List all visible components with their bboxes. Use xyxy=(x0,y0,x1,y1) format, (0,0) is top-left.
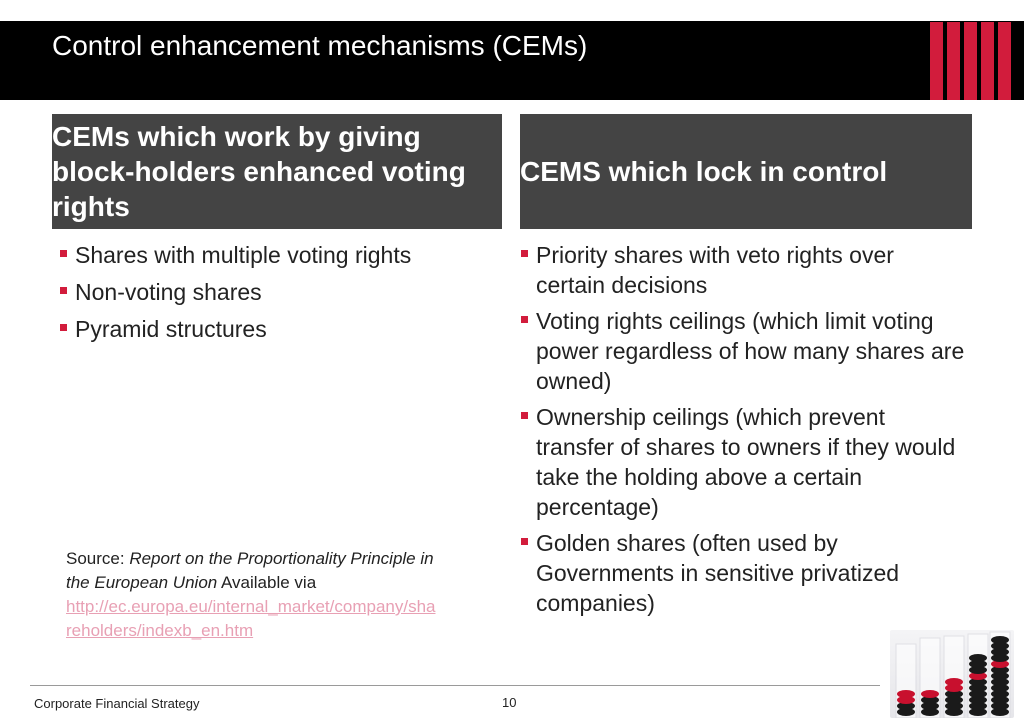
bullet-text: Shares with multiple voting rights xyxy=(75,242,412,268)
page-title: Control enhancement mechanisms (CEMs) xyxy=(52,30,588,61)
footer-divider xyxy=(30,685,880,686)
bullet-square-icon xyxy=(521,412,528,419)
left-column-header xyxy=(52,114,502,229)
list-item xyxy=(58,277,498,307)
list-item xyxy=(519,528,969,618)
left-bullet-list xyxy=(58,240,498,351)
logo-bar xyxy=(981,22,994,100)
list-item xyxy=(58,240,498,270)
bullet-text: Ownership ceilings (which prevent transfer of shares to owners if they would take the holding above a certain percentage) xyxy=(536,404,956,520)
logo-bar xyxy=(930,22,943,100)
right-bullet-list xyxy=(519,240,969,624)
logo-bars-icon xyxy=(930,22,1012,100)
bullet-text: Priority shares with veto rights over certain decisions xyxy=(536,242,894,298)
list-item xyxy=(519,402,969,522)
stacked-game-pieces-photo-icon xyxy=(890,630,1014,718)
bullet-text: Voting rights ceilings (which limit voting power regardless of how many shares are owned) xyxy=(536,308,965,394)
list-item xyxy=(519,240,969,300)
footer-course-name: Corporate Financial Strategy xyxy=(34,696,200,711)
right-column-header-text: CEMS which lock in control xyxy=(520,156,888,187)
bullet-text: Non-voting shares xyxy=(75,279,262,305)
bullet-text: Golden shares (often used by Governments in sensitive privatized companies) xyxy=(536,530,900,616)
bullet-square-icon xyxy=(521,538,528,545)
source-link[interactable]: http://ec.europa.eu/internal_market/company/shareholders/indexb_en.htm xyxy=(66,597,436,640)
source-prefix: Source: xyxy=(66,549,130,568)
page-number: 10 xyxy=(502,695,517,710)
source-note xyxy=(66,547,436,643)
list-item xyxy=(519,306,969,396)
bullet-square-icon xyxy=(521,316,528,323)
bullet-square-icon xyxy=(521,250,528,257)
source-available: Available via xyxy=(217,573,317,592)
bullet-square-icon xyxy=(60,324,67,331)
logo-bar xyxy=(964,22,977,100)
bullet-text: Pyramid structures xyxy=(75,316,267,342)
list-item xyxy=(58,314,498,344)
left-column-header-text: CEMs which work by giving block-holders enhanced voting rights xyxy=(52,121,466,222)
bullet-square-icon xyxy=(60,287,67,294)
source-report-title: Report on the Proportionality Principle in the European Union xyxy=(66,549,434,592)
right-column-header xyxy=(520,114,972,229)
game-pieces-icon xyxy=(890,630,1014,718)
logo-bar xyxy=(947,22,960,100)
logo-bar xyxy=(998,22,1011,100)
bullet-square-icon xyxy=(60,250,67,257)
